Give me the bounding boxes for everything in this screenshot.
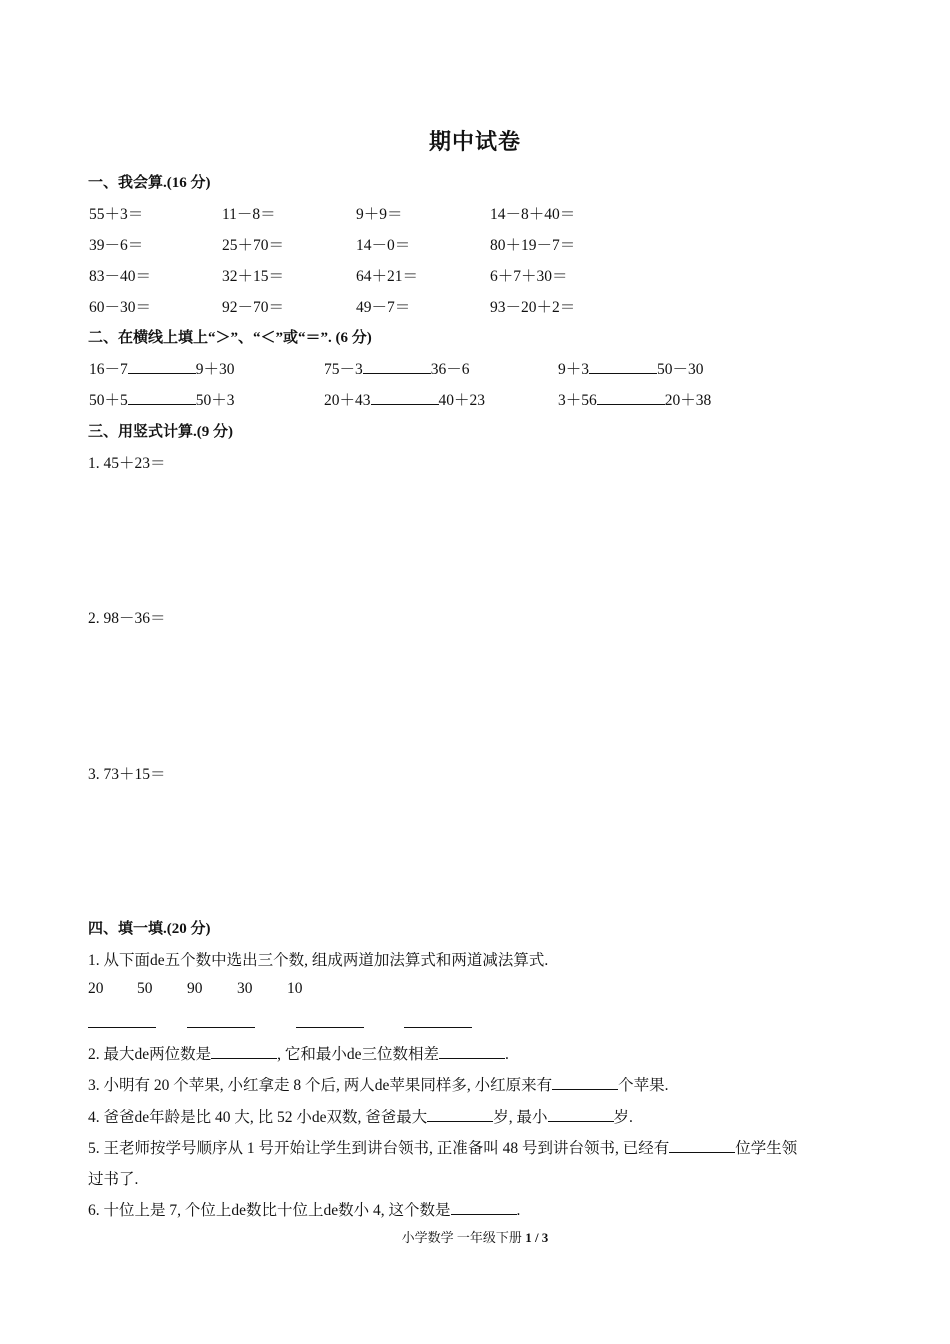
comparison: 9＋3 50－30 — [558, 361, 704, 378]
comparison: 3＋56 20＋38 — [558, 392, 712, 409]
answer-blank[interactable] — [187, 1027, 255, 1028]
problem: 93－20＋2＝ — [490, 299, 576, 316]
answer-blank[interactable] — [597, 390, 665, 405]
number-choice: 20 — [88, 980, 104, 997]
question-5-continued: 过书了. — [88, 1171, 139, 1188]
question-2: 2. 最大de两位数是 , 它和最小de三位数相差 . — [88, 1046, 509, 1063]
answer-blank[interactable] — [451, 1200, 517, 1215]
answer-blank[interactable] — [88, 1027, 156, 1028]
problem: 60－30＝ — [89, 299, 152, 316]
page-number: 1 / 3 — [525, 1230, 549, 1245]
answer-blank[interactable] — [128, 359, 196, 374]
problem: 25＋70＝ — [222, 237, 285, 254]
section2-heading: 二、在横线上填上“＞”、“＜”或“＝”. (6 分) — [88, 330, 372, 346]
answer-blank[interactable] — [371, 390, 439, 405]
problem: 80＋19－7＝ — [490, 237, 576, 254]
section3-heading: 三、用竖式计算.(9 分) — [88, 424, 233, 440]
question-5: 5. 王老师按学号顺序从 1 号开始让学生到讲台领书, 正准备叫 48 号到讲台领书, 已经有 位学生领 — [88, 1140, 798, 1157]
answer-blank[interactable] — [363, 359, 431, 374]
comparison: 75－3 36－6 — [324, 361, 470, 378]
problem: 32＋15＝ — [222, 268, 285, 285]
answer-blank[interactable] — [404, 1027, 472, 1028]
question-4: 4. 爸爸de年龄是比 40 大, 比 52 小de双数, 爸爸最大 岁, 最小 岁. — [88, 1109, 633, 1126]
page-title: 期中试卷 — [428, 129, 521, 154]
question-6: 6. 十位上是 7, 个位上de数比十位上de数小 4, 这个数是 . — [88, 1202, 521, 1219]
comparison: 50＋5 50＋3 — [89, 392, 235, 409]
problem: 55＋3＝ — [89, 206, 144, 223]
answer-blank[interactable] — [427, 1107, 493, 1122]
vertical-calc-item: 1. 45＋23＝ — [88, 455, 166, 472]
answer-blank[interactable] — [128, 390, 196, 405]
number-choice: 50 — [137, 980, 153, 997]
problem: 39－6＝ — [89, 237, 144, 254]
number-choice: 90 — [187, 980, 203, 997]
problem: 83－40＝ — [89, 268, 152, 285]
answer-blank[interactable] — [439, 1044, 505, 1059]
question-1: 1. 从下面de五个数中选出三个数, 组成两道加法算式和两道减法算式. — [88, 952, 549, 969]
number-choice: 10 — [287, 980, 303, 997]
answer-blank[interactable] — [211, 1044, 277, 1059]
answer-blank[interactable] — [296, 1027, 364, 1028]
answer-blank[interactable] — [552, 1075, 618, 1090]
number-choice: 30 — [237, 980, 253, 997]
problem: 92－70＝ — [222, 299, 285, 316]
problem: 49－7＝ — [356, 299, 411, 316]
problem: 9＋9＝ — [356, 206, 403, 223]
problem: 14－0＝ — [356, 237, 411, 254]
answer-blank[interactable] — [589, 359, 657, 374]
comparison: 16－7 9＋30 — [89, 361, 235, 378]
question-3: 3. 小明有 20 个苹果, 小红拿走 8 个后, 两人de苹果同样多, 小红原来有 个苹果. — [88, 1077, 669, 1094]
problem: 14－8＋40＝ — [490, 206, 576, 223]
problem: 6＋7＋30＝ — [490, 268, 568, 285]
section4-heading: 四、填一填.(20 分) — [88, 921, 211, 937]
problem: 64＋21＝ — [356, 268, 419, 285]
problem: 11－8＝ — [222, 206, 276, 223]
answer-blank[interactable] — [548, 1107, 614, 1122]
vertical-calc-item: 3. 73＋15＝ — [88, 766, 166, 783]
footer-text: 小学数学 一年级下册 — [401, 1230, 522, 1245]
section1-heading: 一、我会算.(16 分) — [88, 175, 211, 191]
vertical-calc-item: 2. 98－36＝ — [88, 610, 166, 627]
page-footer — [0, 1227, 950, 1246]
answer-blank[interactable] — [669, 1138, 735, 1153]
comparison: 20＋43 40＋23 — [324, 392, 486, 409]
